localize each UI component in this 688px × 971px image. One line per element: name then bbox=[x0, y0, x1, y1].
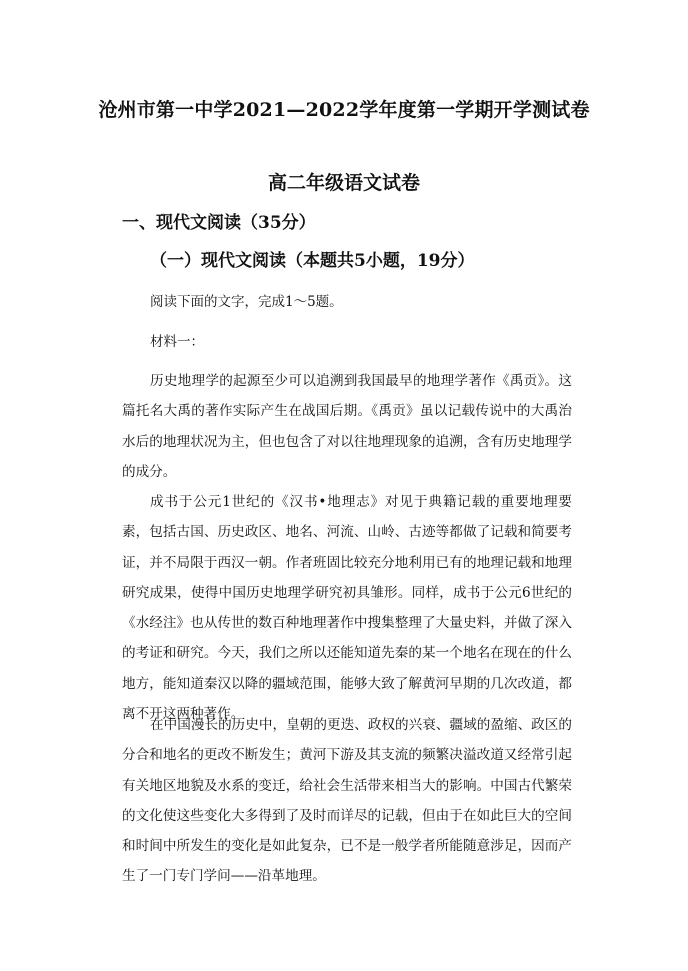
paragraph-3: 在中国漫长的历史中，皇朝的更迭、政权的兴衰、疆域的盈缩、政区的分合和地名的更改不断发生；黄河下游及其支流的频繁决溢改道又经常引起有关地区地貌及水系的变迁，给社会生活带来相当大的影响。中国古代繁荣的文化使这些变化大多得到了及时而详尽的记载，但由于在如此巨大的空间和时间中所发生的变化是如此复杂，已不是一般学者所能随意涉足，因而产生了一门专门学问——沿革地理。 bbox=[122, 717, 572, 885]
exam-title: 沧州市第一中学2021—2022学年度第一学期开学测试卷 bbox=[98, 99, 590, 121]
exam-subtitle: 高二年级语文试卷 bbox=[267, 172, 420, 194]
paragraph-2: 成书于公元1世纪的《汉书•地理志》对见于典籍记载的重要地理要素，包括古国、历史政区、地名、河流、山岭、古迹等都做了记载和简要考证，并不局限于西汉一朝。作者班固比较充分地利用已有的地理记载和地理研究成果，使得中国历史地理学研究初具雏形。同样，成书于公元6世纪的《水经注》也从传世的数百种地理著作中搜集整理了大量史料，并做了深入的考证和研究。今天，我们之所以还能知道先秦的某一个地名在现在的什么地方，能知道秦汉以降的疆域范围，能够大致了解黄河早期的几次改道，都离不开这两种著作。 bbox=[122, 494, 572, 723]
reading-instruction: 阅读下面的文字，完成1～5题。 bbox=[150, 294, 343, 310]
material-label: 材料一： bbox=[150, 334, 204, 350]
paragraph-1: 历史地理学的起源至少可以追溯到我国最早的地理学著作《禹贡》。这篇托名大禹的著作实际产生在战国后期。《禹贡》虽以记载传说中的大禹治水后的地理状况为主，但也包含了对以往地理现象的追溯，含有历史地理学的成分。 bbox=[122, 373, 572, 480]
section-heading: 一、现代文阅读（35分） bbox=[122, 213, 316, 233]
subsection-heading: （一）现代文阅读（本题共5小题，19分） bbox=[150, 251, 475, 271]
